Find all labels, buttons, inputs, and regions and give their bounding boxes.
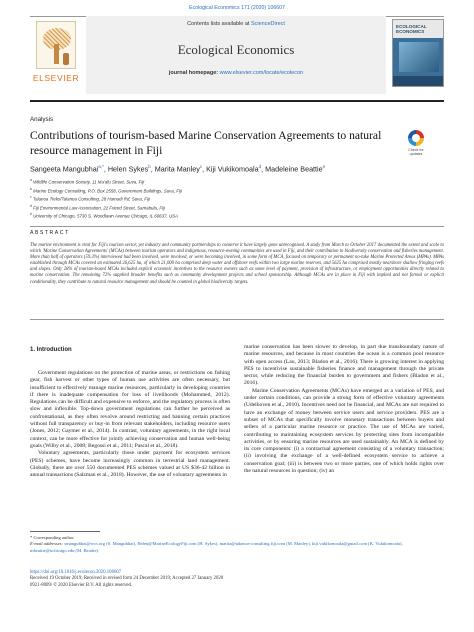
masthead-divider: [30, 100, 444, 102]
journal-reference[interactable]: Ecological Economics 171 (2020) 106607: [189, 5, 285, 11]
body-column-right: [244, 344, 444, 475]
sciencedirect-link[interactable]: ScienceDirect: [250, 21, 285, 27]
author-name[interactable]: Helen Sykes: [107, 164, 149, 174]
check-for-updates-badge[interactable]: [402, 130, 430, 160]
journal-title: Ecological Economics: [177, 42, 295, 57]
affiliation-item: $^b$ Marine Ecology Consulting, P.O. Box 2558, Government Buildings, Suva, Fiji: [30, 186, 182, 194]
abstract-bottom-rule: [30, 319, 444, 320]
badge-label: Check for updates: [408, 148, 424, 156]
affiliation-item: $^e$ University of Chicago, 5730 S. Woodlawn Avenue Chicago, IL 60637, USA: [30, 212, 178, 219]
author-name[interactable]: Madeleine Beattie: [265, 164, 323, 174]
footnotes: [30, 535, 444, 554]
author-separator: ,: [150, 164, 155, 174]
affiliation-item: $^a$ Wildlife Conservation Society, 11 Ma'afu Street, Suva, Fiji: [30, 178, 145, 185]
body-paragraph: Government regulations on the protection of marine areas, or restrictions on fishing gear, fish harvest or other types of human use activities are often necessary, but insufficient to effectively manage marine resources, particularly in developing countries if there is inadequate compensation for loss of livelihoods (Mohammed, 2012). Regulations can be difficult and expensive to enforce, and the regulatory process is often slow and inflexible. Top-down government regulations can further be perceived as confrontational, as they often revolve around restricting and banning certain practices without full transparency or buy-in from relevant stakeholders, including resource users (Jones, 2012; Gaymer et al., 2014). In contrast, voluntary agreements, in the right local context, can be more effective for jointly achieving conservation and human well-being goals (Wilby et al., 2008; Begossi et al., 2011; Pascal et al., 2018).: [30, 370, 230, 449]
affiliation-list: [30, 177, 444, 220]
abstract-text: The marine environment is vital for Fiji's tourism sector, yet industry and community partnerships to conserve it have largely gone unrecognised. A study from March to October 2017 documented the extent and scale to which 'Marine Conservation Agreements' (MCAs) between tourism operators and indigenous, resource-owning communities are used in Fiji, and their contribution to biodiversity conservation and fisheries management. More than half of operators (59.3%) interviewed had been involved, were involved, or were becoming involved, in some form of MCA, focused on temporary or permanent no-take Marine Protected Areas (MPAs). MPAs established through MCAs covered an estimated 26,625 ha, of which 21,000 ha comprised deep water and offshore reefs within two large marine reserves, and 5625 ha comprised mostly nearshore shallow fringing reefs and slopes. Only 28% of tourism-based MCAs included explicit economic incentives to the resource owners such as some level of payment, provision of infrastructure, or employment opportunities directly related to marine conservation. The remaining 72% supplied broader benefits such as community development projects and school sponsorship. Although MCAs are in place in Fiji with implied and not formal or explicit conditionality, they contribute to natural resource management and should be counted in global biodiversity targets.: [30, 243, 444, 285]
cover-title: ECOLOGICAL ECONOMICS: [396, 24, 427, 34]
received-dates: Received 19 October 2019; Received in revised form 24 December 2019; Accepted 27 January 2020: [30, 576, 224, 582]
author-affiliation-marker[interactable]: d: [258, 164, 262, 169]
author-affiliation-marker[interactable]: b: [148, 164, 151, 169]
affiliation-item: $^c$ Talanoa Treks/Talanoa Consulting, 28 Hamadi Rd, Suva, Fiji: [30, 195, 150, 202]
masthead: [30, 16, 444, 94]
author-separator: ,: [261, 164, 266, 174]
author-list: [30, 164, 444, 173]
elsevier-tree-icon: [36, 21, 76, 69]
body-paragraph: marine conservation has been slower to develop, in part due transboundary nature of marine resources, and because in most countries the ocean is a common pool resource with open access (Lau, 2013; Bladon et al., 2016). There is growing interest in applying PES to incentivise sustainable fisheries finance and management through the private sector, while reducing the financial burden to government and fishers (Bladon et al., 2016).: [244, 344, 444, 387]
section-heading-introduction: 1. Introduction: [30, 347, 72, 353]
body-column-left: [30, 370, 230, 479]
journal-cover-image[interactable]: [392, 19, 444, 87]
affiliation-item: $^d$ Fiji Environmental Law Association, 22 Friend Street, Samabula, Fiji: [30, 203, 165, 211]
abstract-top-rule: [30, 226, 444, 227]
email-links[interactable]: smangubhai@wcs.org (S. Mangubhai), Helen@MarineEcologyFiji.com (H. Sykes), marita@talanoa-consulting.fiji.com (M. Manley), kiji.vukikomoala@gmail.com (K. Vukikomoala), mbeattie@uchicago.edu (M. Beattie).: [30, 541, 403, 553]
corresponding-author-note: * Corresponding author.: [30, 535, 75, 540]
homepage-label: journal homepage:: [168, 70, 220, 76]
contents-prefix: Contents lists available at: [187, 21, 251, 27]
author-affiliation-marker[interactable]: c: [199, 164, 203, 169]
publication-info: [30, 570, 444, 589]
email-addresses: [30, 541, 444, 554]
article-title: Contributions of tourism-based Marine Conservation Agreements to natural resource management in Fiji: [30, 129, 382, 157]
email-label: E-mail addresses:: [30, 541, 65, 547]
abstract-heading: ABSTRACT: [30, 230, 70, 236]
author-separator: ,: [202, 164, 207, 174]
issn-copyright: 0921-8009/ © 2020 Elsevier B.V. All rights reserved.: [30, 582, 133, 588]
author-name[interactable]: Sangeeta Mangubhai: [30, 164, 99, 174]
footnote-rule: [30, 531, 100, 532]
homepage-line: [86, 70, 386, 76]
article-type: Analysis: [30, 116, 54, 123]
body-paragraph: Marine Conservation Agreements (MCAs) have emerged as a variation of PES, and under certain conditions, can provide a strong form of effective voluntary agreements (Udelhoven et al., 2010). Incentives need not be financial, and MCAs are not required to have an exchange of money between service users and service providers. PES are a subset of MCAs that specifically involve monetary transactions between buyers and sellers of a particular marine resource or practice. The use of MCAs are varied, contributing to maintaining ecosystem services by protecting sites from incompatible activities, or by ensuring marine resources are used sustainably. An MCA is defined by its core components: (i) a contractual agreement consisting of a voluntary transaction; (ii) involving the exchange of a well-defined ecosystem service to achieve a conservation goal; (iii) is between two or more parties, one of which holds rights over the natural resources in question; (iv) an: [244, 387, 444, 475]
author-affiliation-marker[interactable]: a,*: [98, 164, 104, 169]
doi-link[interactable]: https://doi.org/10.1016/j.ecolecon.2020.106607: [30, 570, 122, 575]
author-separator: ,: [103, 164, 108, 174]
author-name[interactable]: Kiji Vukikomoala: [206, 164, 259, 174]
contents-line: [86, 21, 386, 27]
publisher-name: ELSEVIER: [32, 73, 80, 83]
body-paragraph: Voluntary agreements, particularly those under payment for ecosystem services (PES) schemes, have become increasingly common in terrestrial land management. Globally, there are over 550 documented PES schemes valued at US $36-42 billion in annual transactions (Salzman et al., 2018). However, the use of voluntary agreements in: [30, 450, 230, 479]
author-affiliation-marker[interactable]: e: [322, 164, 326, 169]
homepage-link[interactable]: www.elsevier.com/locate/ecolecon: [219, 70, 304, 76]
publisher-logo: [30, 21, 82, 85]
author-name[interactable]: Marita Manley: [154, 164, 200, 174]
masthead-center: [86, 16, 386, 94]
